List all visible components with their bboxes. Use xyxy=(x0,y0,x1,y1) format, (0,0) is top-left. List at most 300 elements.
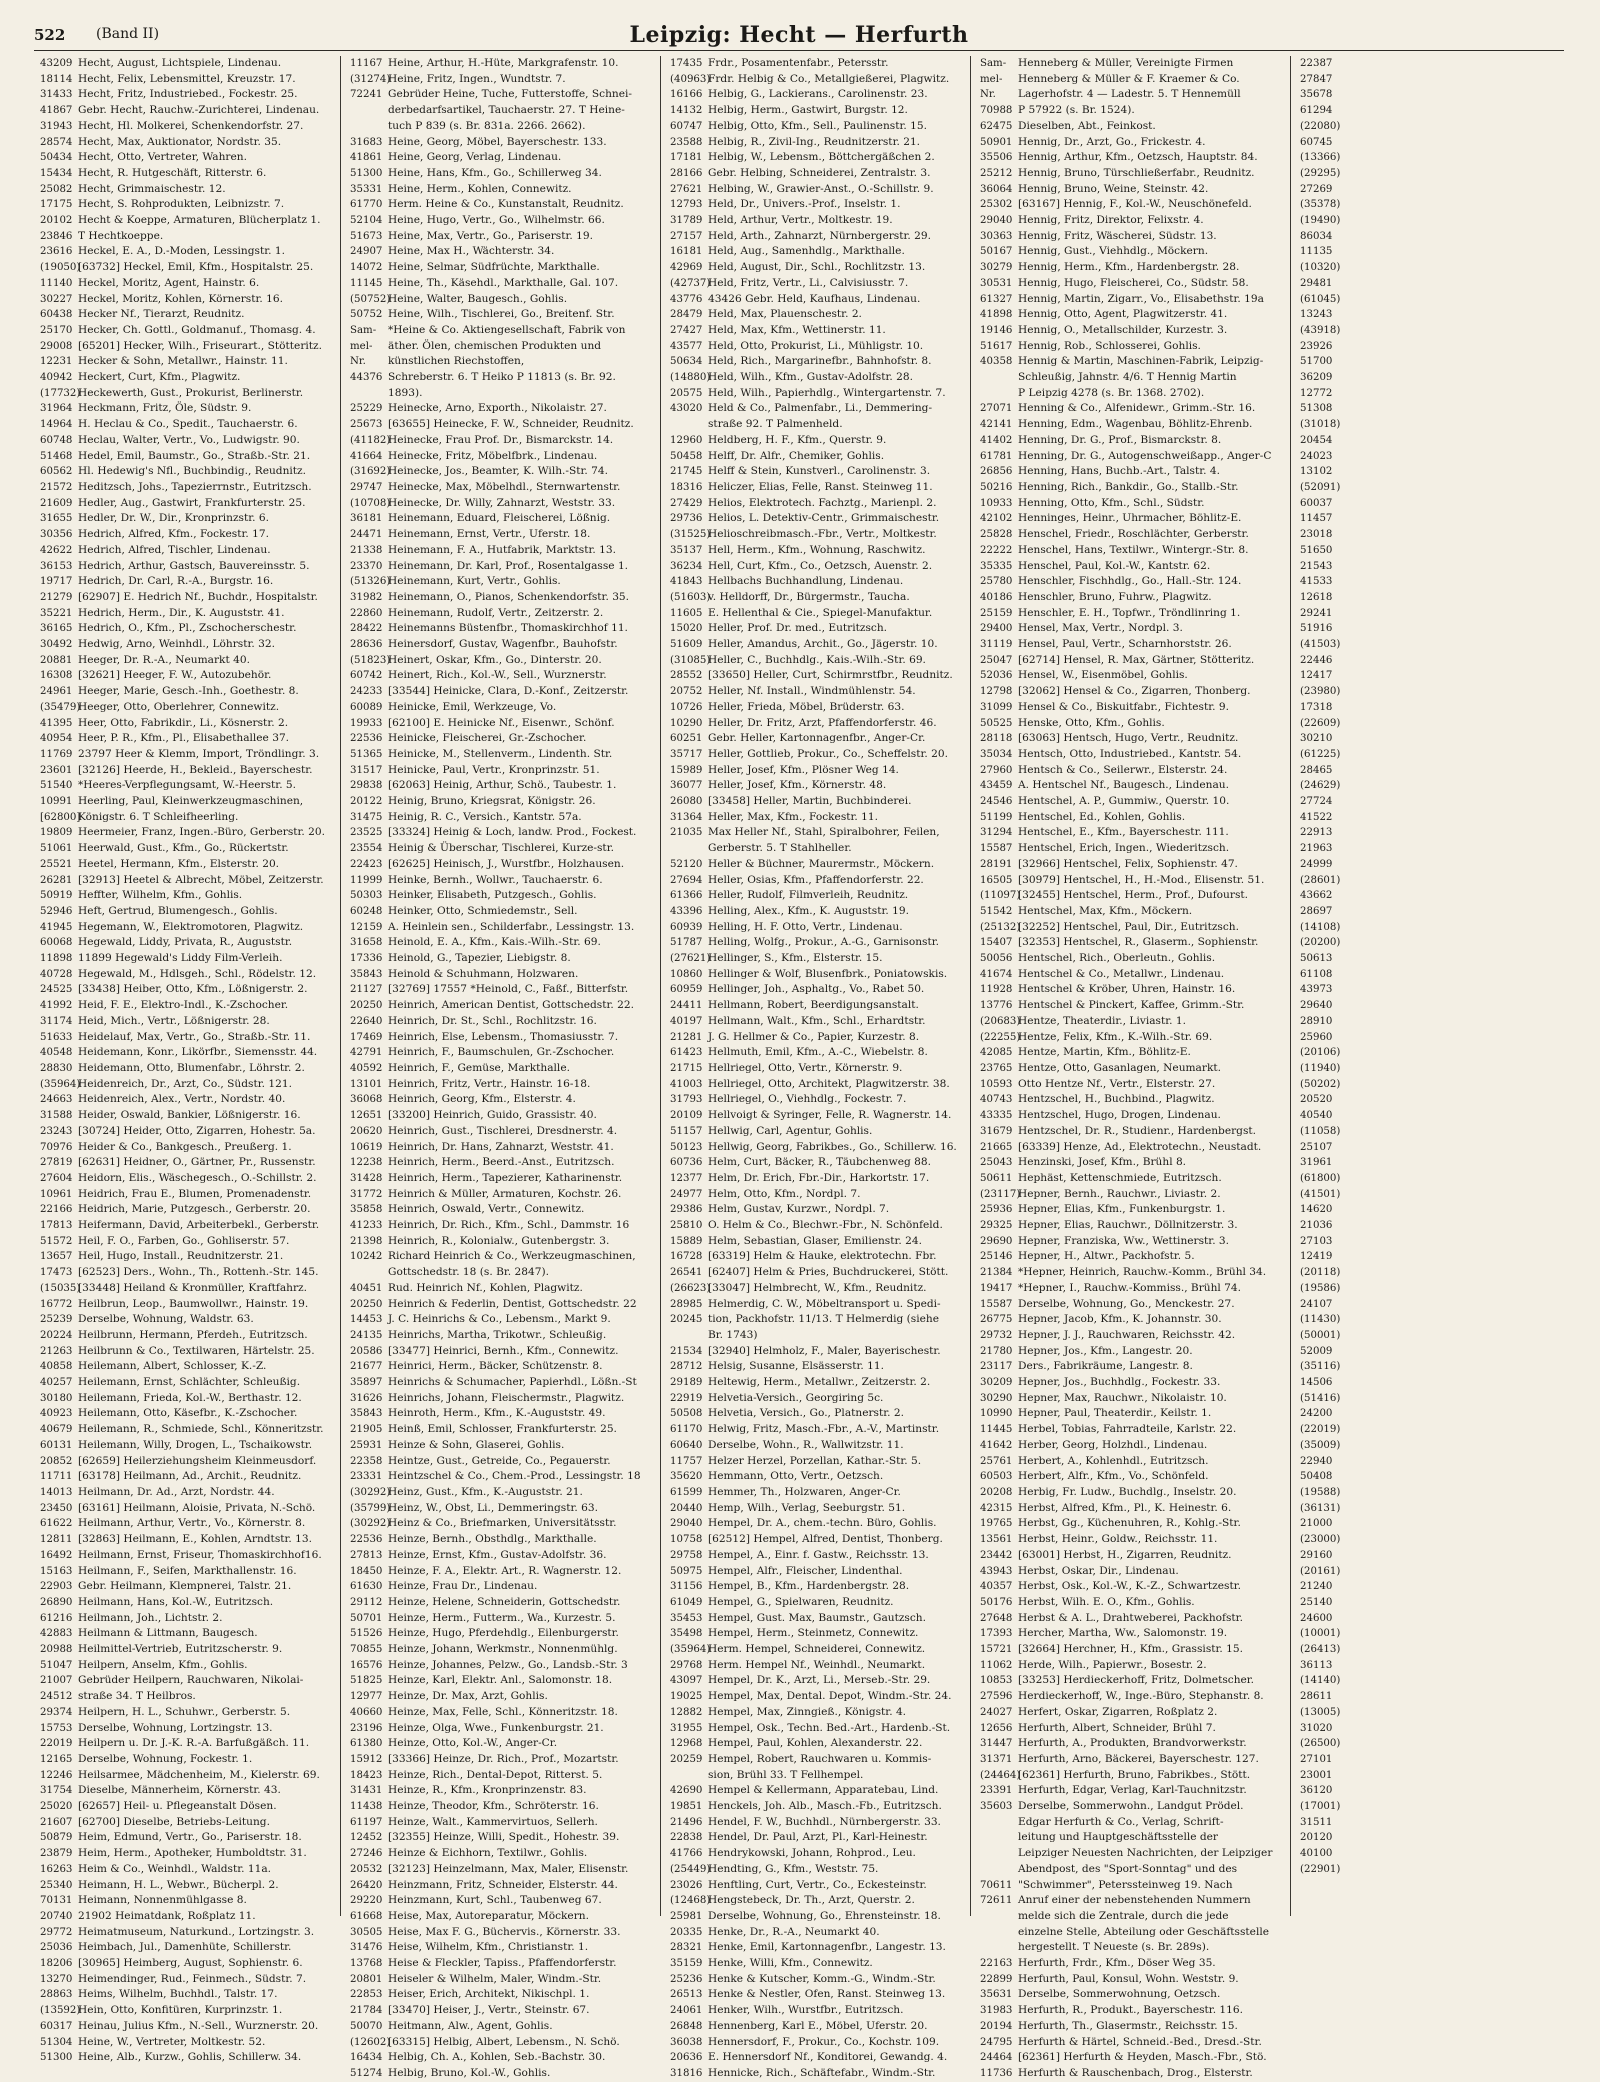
phone-number: 28479 xyxy=(670,309,703,321)
phone-number: 35498 xyxy=(670,1628,703,1640)
phone-number: 24464 xyxy=(980,2052,1013,2064)
directory-entry xyxy=(1300,339,1600,355)
phone-number: 20122 xyxy=(350,796,383,808)
entry-text: Abendpost, des "Sport-Sonntag" und des xyxy=(1018,1862,1238,1875)
directory-entry xyxy=(670,527,970,543)
directory-entry xyxy=(670,433,970,449)
phone-number: (31085) xyxy=(670,654,711,666)
directory-entry xyxy=(1300,135,1600,151)
directory-entry xyxy=(980,1846,1290,1862)
phone-number: 24546 xyxy=(980,796,1013,808)
phone-number: 12798 xyxy=(980,686,1013,698)
directory-entry xyxy=(980,1799,1290,1815)
directory-column-5 xyxy=(1300,56,1600,1916)
phone-number: 35335 xyxy=(980,560,1013,572)
directory-entry xyxy=(670,904,970,920)
phone-number: 31431 xyxy=(350,1785,383,1797)
directory-entry xyxy=(670,307,970,323)
directory-entry xyxy=(40,527,340,543)
phone-number: 27724 xyxy=(1300,796,1333,808)
directory-entry xyxy=(980,1705,1290,1721)
entry-text: Heine, W., Vertreter, Moltkestr. 52. xyxy=(78,2035,266,2048)
phone-number: 26513 xyxy=(670,1989,703,2001)
entry-text: Heilsarmee, Mädchenheim, M., Kielerstr. 69. xyxy=(78,1768,320,1781)
directory-entry xyxy=(1300,1328,1600,1344)
directory-entry xyxy=(1300,810,1600,826)
directory-entry xyxy=(1300,292,1600,308)
directory-entry xyxy=(670,1736,970,1752)
entry-text: Held, Fritz, Vertr., Li., Calvisiusstr. 7. xyxy=(708,276,909,289)
phone-number: 29374 xyxy=(40,1706,73,1718)
phone-number: 36120 xyxy=(1300,1785,1333,1797)
directory-entry xyxy=(1300,1454,1600,1470)
entry-text: Helbig, Bruno, Kol.-W., Gohlis. xyxy=(388,2067,551,2079)
directory-entry xyxy=(670,339,970,355)
directory-entry xyxy=(670,1501,970,1517)
phone-number: 20620 xyxy=(350,1125,383,1137)
phone-number: 13101 xyxy=(350,1078,383,1090)
entry-text: Heclau, Walter, Vertr., Vo., Ludwigstr. 90. xyxy=(78,433,300,446)
phone-number: 20881 xyxy=(40,654,73,666)
phone-number: 25140 xyxy=(1300,1596,1333,1608)
directory-entry xyxy=(40,1611,340,1627)
phone-number: (51823) xyxy=(350,654,391,666)
entry-text: Heilemann, Albert, Schlosser, K.-Z. xyxy=(78,1360,267,1373)
directory-entry xyxy=(670,998,970,1014)
phone-number: 35331 xyxy=(350,183,383,195)
directory-entry xyxy=(350,637,660,653)
entry-text: Hentsch, Otto, Industriebed., Kantstr. 54. xyxy=(1018,747,1242,760)
directory-entry xyxy=(350,2003,660,2019)
directory-entry xyxy=(1300,1375,1600,1391)
entry-text: Heetel, Hermann, Kfm., Elsterstr. 20. xyxy=(78,857,280,870)
directory-entry xyxy=(670,1061,970,1077)
directory-entry xyxy=(40,1249,340,1265)
phone-number: 25212 xyxy=(980,167,1013,179)
entry-text: Herbig, Fr. Ludw., Buchdlg., Inselstr. 20. xyxy=(1018,1485,1237,1498)
directory-entry xyxy=(980,1485,1290,1501)
phone-number: 50303 xyxy=(350,890,383,902)
directory-entry xyxy=(1300,1721,1600,1737)
directory-entry xyxy=(350,354,660,370)
phone-number: 29325 xyxy=(980,1220,1013,1232)
directory-entry xyxy=(40,119,340,135)
directory-entry xyxy=(980,873,1290,889)
entry-text: Heidenreich, Alex., Vertr., Nordstr. 40. xyxy=(78,1093,286,1106)
phone-number: (22609) xyxy=(1300,717,1341,729)
directory-entry xyxy=(1300,1391,1600,1407)
directory-entry xyxy=(350,810,660,826)
directory-entry xyxy=(980,1516,1290,1532)
phone-number: 20335 xyxy=(670,1926,703,1938)
entry-text: [63178] Heilmann, Ad., Archit., Reudnitz. xyxy=(78,1470,302,1483)
phone-number: 27103 xyxy=(1300,1235,1333,1247)
directory-entry xyxy=(980,1375,1290,1391)
phone-number: (17001) xyxy=(1300,1801,1341,1813)
directory-entry xyxy=(1300,1689,1600,1705)
entry-text: Heffter, Wilhelm, Kfm., Gohlis. xyxy=(78,889,243,902)
phone-number: 35717 xyxy=(670,748,703,760)
directory-entry xyxy=(1300,1611,1600,1627)
directory-entry xyxy=(980,1438,1290,1454)
entry-text: Heinke, Bernh., Wollwr., Tauchaerstr. 6. xyxy=(388,873,603,886)
entry-text: Heinrich, F., Gemüse, Markthalle. xyxy=(388,1062,570,1074)
phone-number: 61630 xyxy=(350,1581,383,1593)
directory-entry xyxy=(1300,857,1600,873)
directory-entry xyxy=(980,1297,1290,1313)
phone-number: 31174 xyxy=(40,1015,73,1027)
directory-entry xyxy=(350,1548,660,1564)
directory-entry xyxy=(1300,1705,1600,1721)
directory-entry xyxy=(670,1940,970,1956)
directory-entry xyxy=(350,559,660,575)
phone-number: 51572 xyxy=(40,1235,73,1247)
directory-entry xyxy=(980,1124,1290,1140)
directory-entry xyxy=(40,1893,340,1909)
entry-text: Hercher, Martha, Ww., Salomonstr. 19. xyxy=(1018,1627,1228,1640)
phone-number: 41945 xyxy=(40,921,73,933)
directory-entry xyxy=(670,2019,970,2035)
directory-entry xyxy=(1300,1092,1600,1108)
phone-number: 61423 xyxy=(670,1047,703,1059)
directory-entry xyxy=(350,1406,660,1422)
phone-number: (23117) xyxy=(980,1188,1021,1200)
phone-number: 16772 xyxy=(40,1298,73,1310)
entry-text: Heerling, Paul, Kleinwerkzeugmaschinen, xyxy=(78,795,304,808)
directory-entry xyxy=(40,920,340,936)
entry-text: Hentschel & Co., Metallwr., Lindenau. xyxy=(1018,967,1225,980)
phone-number: 60640 xyxy=(670,1439,703,1451)
directory-entry xyxy=(40,1642,340,1658)
phone-number: 24999 xyxy=(1300,858,1333,870)
phone-number: 20194 xyxy=(980,2020,1013,2032)
phone-number: 23926 xyxy=(1300,340,1333,352)
entry-text: Herfurth, A., Produkten, Brandvorwerkstr. xyxy=(1018,1737,1247,1750)
directory-entry xyxy=(350,778,660,794)
phone-number: 20208 xyxy=(980,1486,1013,1498)
directory-entry xyxy=(40,904,340,920)
directory-entry xyxy=(40,276,340,292)
directory-entry xyxy=(350,1972,660,1988)
entry-text: Heine, Hans, Kfm., Go., Schillerweg 34. xyxy=(388,166,602,179)
directory-entry xyxy=(1300,1422,1600,1438)
entry-text: [32062] Hensel & Co., Zigarren, Thonberg. xyxy=(1018,685,1251,698)
phone-number: 31964 xyxy=(40,403,73,415)
directory-entry xyxy=(670,1783,970,1799)
directory-entry xyxy=(40,56,340,72)
directory-entry xyxy=(670,637,970,653)
phone-number: 25931 xyxy=(350,1439,383,1451)
directory-entry xyxy=(1300,637,1600,653)
entry-text: [33047] Helmbrecht, W., Kfm., Reudnitz. xyxy=(708,1281,927,1294)
phone-number: 25521 xyxy=(40,858,73,870)
directory-entry xyxy=(670,1469,970,1485)
phone-number: 30290 xyxy=(980,1392,1013,1404)
directory-entry xyxy=(1300,370,1600,386)
phone-number: (50752) xyxy=(350,293,391,305)
phone-number: 22853 xyxy=(350,1989,383,2001)
entry-text: [32353] Hentschel, R., Glaserm., Sophienstr. xyxy=(1018,936,1259,949)
phone-number: 60747 xyxy=(670,120,703,132)
entry-text: Heise & Fleckler, Tapiss., Pfaffendorferstr. xyxy=(388,1957,617,1970)
directory-entry xyxy=(1300,1265,1600,1281)
phone-number: (22019) xyxy=(1300,1424,1341,1436)
phone-number: (19588) xyxy=(1300,1486,1341,1498)
directory-entry xyxy=(1300,480,1600,496)
entry-text: [63001] Herbst, H., Zigarren, Reudnitz. xyxy=(1018,1548,1232,1561)
entry-text: P 57922 (s. Br. 1524). xyxy=(1018,104,1135,117)
directory-entry xyxy=(980,606,1290,622)
directory-entry xyxy=(670,1124,970,1140)
directory-entry xyxy=(350,1422,660,1438)
directory-entry xyxy=(1300,56,1600,72)
phone-number: 16166 xyxy=(670,89,703,101)
phone-number: 15020 xyxy=(670,623,703,635)
directory-entry xyxy=(670,2066,970,2082)
directory-entry xyxy=(980,449,1290,465)
directory-entry xyxy=(350,1752,660,1768)
directory-entry xyxy=(670,496,970,512)
phone-number: 31511 xyxy=(1300,1816,1333,1828)
phone-number: 12452 xyxy=(350,1832,383,1844)
directory-entry xyxy=(980,857,1290,873)
entry-text: Hedrich, Herm., Dir., K. Auguststr. 41. xyxy=(78,606,285,619)
directory-entry xyxy=(980,213,1290,229)
directory-entry xyxy=(980,323,1290,339)
directory-entry xyxy=(980,1218,1290,1234)
directory-entry xyxy=(980,1501,1290,1517)
entry-text: Herfurth, Paul, Konsul, Wohn. Weststr. 9. xyxy=(1018,1972,1239,1985)
entry-text: *Heine & Co. Aktiengesellschaft, Fabrik von xyxy=(388,323,626,336)
directory-entry xyxy=(980,135,1290,151)
phone-number: 11135 xyxy=(1300,246,1333,258)
phone-number: 50879 xyxy=(40,1832,73,1844)
directory-entry xyxy=(1300,1077,1600,1093)
directory-entry xyxy=(350,1328,660,1344)
directory-entry xyxy=(40,1171,340,1187)
directory-entry xyxy=(980,1658,1290,1674)
entry-text: v. Helldorff, Dr., Bürgermstr., Taucha. xyxy=(708,590,910,603)
entry-text: Dieselben, Abt., Feinkost. xyxy=(1018,119,1156,132)
entry-text: einzelne Stelle, Abteilung oder Geschäftsstelle xyxy=(1018,1925,1269,1938)
phone-number: 40942 xyxy=(40,372,73,384)
entry-text: Gebr. Heller, Kartonnagenfbr., Anger-Cr. xyxy=(708,732,926,745)
directory-entry xyxy=(1300,417,1600,433)
entry-text: [33366] Heinze, Dr. Rich., Prof., Mozartstr. xyxy=(388,1752,619,1765)
directory-entry xyxy=(1300,87,1600,103)
directory-entry xyxy=(980,951,1290,967)
phone-number: 21007 xyxy=(40,1675,73,1687)
directory-entry xyxy=(1300,653,1600,669)
phone-number: 22423 xyxy=(350,858,383,870)
entry-text: Gebr. Helbing, Schneiderei, Zentralstr. 3. xyxy=(708,166,931,179)
entry-text: Helioschreibmasch.-Fbr., Vertr., Moltkestr. xyxy=(708,528,937,541)
phone-number: 29189 xyxy=(670,1377,703,1389)
directory-entry xyxy=(350,574,660,590)
directory-entry xyxy=(40,810,340,826)
directory-entry xyxy=(1300,590,1600,606)
phone-number: 10726 xyxy=(670,701,703,713)
entry-text: Heckewerth, Gust., Prokurist, Berlinerstr. xyxy=(78,386,304,399)
directory-entry xyxy=(1300,276,1600,292)
directory-entry xyxy=(40,1469,340,1485)
phone-number: 29112 xyxy=(350,1596,383,1608)
phone-number: (20118) xyxy=(1300,1267,1341,1279)
directory-entry xyxy=(670,1281,970,1297)
phone-number: 24200 xyxy=(1300,1408,1333,1420)
phone-number: 60438 xyxy=(40,309,73,321)
directory-entry xyxy=(40,323,340,339)
directory-entry xyxy=(980,1909,1290,1925)
directory-entry xyxy=(40,574,340,590)
entry-text: Heinert, Oskar, Kfm., Go., Dinterstr. 20. xyxy=(388,653,602,666)
directory-entry xyxy=(1300,1297,1600,1313)
directory-entry xyxy=(350,1140,660,1156)
entry-text: Gebrüder Heine, Tuche, Futterstoffe, Schnei- xyxy=(388,88,632,101)
phone-number: 70976 xyxy=(40,1141,73,1153)
entry-text: Herbert, A., Kohlenhdl., Eutritzsch. xyxy=(1018,1454,1209,1467)
directory-entry xyxy=(350,1454,660,1470)
phone-number: 40186 xyxy=(980,591,1013,603)
phone-number: 60939 xyxy=(670,921,703,933)
directory-entry xyxy=(1300,464,1600,480)
entry-text: [32123] Heinzelmann, Max, Maler, Elisenstr. xyxy=(388,1862,629,1875)
entry-text: H. Heclau & Co., Spedit., Tauchaerstr. 6. xyxy=(78,418,298,431)
phone-number: 31433 xyxy=(40,89,73,101)
entry-text: Heckel, Moritz, Agent, Hainstr. 6. xyxy=(78,276,260,289)
directory-entry xyxy=(670,1689,970,1705)
phone-number: 22019 xyxy=(40,1738,73,1750)
phone-number: 30279 xyxy=(980,262,1013,274)
entry-text: Heerwald, Gust., Kfm., Go., Rückertstr. xyxy=(78,842,289,855)
directory-entry xyxy=(350,1485,660,1501)
phone-number: 50434 xyxy=(40,152,73,164)
phone-number: 18316 xyxy=(670,481,703,493)
entry-text: Helm, Gustav, Kurzwr., Nordpl. 7. xyxy=(708,1203,890,1216)
directory-entry xyxy=(670,857,970,873)
phone-number: 36209 xyxy=(1300,372,1333,384)
phone-number: 11605 xyxy=(670,607,703,619)
directory-entry xyxy=(670,1862,970,1878)
entry-text: Heinig & Überschar, Tischlerei, Kurze-str. xyxy=(388,842,614,855)
phone-number: 14506 xyxy=(1300,1377,1333,1389)
entry-text: A. Heinlein sen., Schilderfabr., Lessingstr. 13. xyxy=(388,920,635,933)
entry-text: Heinold, G., Tapezier, Liebigstr. 8. xyxy=(388,952,571,965)
phone-number: 60037 xyxy=(1300,497,1333,509)
phone-number: 43943 xyxy=(980,1565,1013,1577)
phone-number: 22222 xyxy=(980,544,1013,556)
entry-text: [62714] Hensel, R. Max, Gärtner, Stötteritz. xyxy=(1018,653,1255,666)
phone-number: 14013 xyxy=(40,1486,73,1498)
entry-text: Heer, Otto, Fabrikdir., Li., Kösnerstr. 2. xyxy=(78,716,289,729)
directory-entry xyxy=(1300,72,1600,88)
phone-number: 11062 xyxy=(980,1659,1013,1671)
directory-entry xyxy=(670,213,970,229)
entry-text: Derselbe, Sommerwohn., Landgut Prödel. xyxy=(1018,1800,1244,1813)
directory-entry xyxy=(670,841,970,857)
directory-entry xyxy=(40,794,340,810)
page-header xyxy=(34,22,1564,50)
entry-text: Heid, Mich., Vertr., Lößnigerstr. 28. xyxy=(78,1014,270,1027)
entry-text: Helzer Herzel, Porzellan, Kathar.-Str. 5. xyxy=(708,1454,922,1467)
entry-text: Heinrich, Herm., Beerd.-Anst., Eutritzsch. xyxy=(388,1156,615,1169)
entry-text: Herfert, Oskar, Zigarren, Roßplatz 2. xyxy=(1018,1705,1218,1718)
directory-entry xyxy=(350,967,660,983)
directory-entry xyxy=(1300,1579,1600,1595)
entry-text: Hedrich, Arthur, Gastsch, Bauvereinsstr. 5. xyxy=(78,559,310,572)
directory-entry xyxy=(670,87,970,103)
entry-text: Heinau, Julius Kfm., N.-Sell., Wurznerstr. 20. xyxy=(78,2019,319,2032)
directory-entry xyxy=(40,1108,340,1124)
entry-text: Helbig, R., Zivil-Ing., Reudnitzerstr. 21. xyxy=(708,135,921,148)
phone-number: 29241 xyxy=(1300,607,1333,619)
directory-entry xyxy=(1300,1108,1600,1124)
directory-entry xyxy=(980,668,1290,684)
phone-number: 70988 xyxy=(980,105,1013,117)
directory-entry xyxy=(1300,668,1600,684)
entry-text: Heinze, Bernh., Obsthdlg., Markthalle. xyxy=(388,1533,597,1546)
entry-text: *Heeres-Verpflegungsamt, W.-Heerstr. 5. xyxy=(78,779,297,792)
directory-entry xyxy=(670,229,970,245)
entry-text: Hempel, B., Kfm., Hardenbergstr. 28. xyxy=(708,1580,910,1593)
phone-number: 12417 xyxy=(1300,670,1333,682)
entry-text: Hentschel & Pinckert, Kaffee, Grimm.-Str. xyxy=(1018,999,1245,1012)
directory-entry xyxy=(670,1218,970,1234)
directory-entry xyxy=(350,1595,660,1611)
phone-number: 29640 xyxy=(1300,1000,1333,1012)
entry-text: Heinicke, Paul, Vertr., Kronprinzstr. 51. xyxy=(388,763,600,776)
entry-text: P Leipzig 4278 (s. Br. 1368. 2702). xyxy=(1018,386,1205,399)
entry-text: Heinze, F. A., Elektr. Art., R. Wagnerstr. 12. xyxy=(388,1564,622,1577)
entry-text: Heinersdorf, Gustav, Wagenfbr., Bauhofstr. xyxy=(388,638,618,651)
phone-number: 15587 xyxy=(980,1298,1013,1310)
entry-text: Heise, Max, Autoreparatur, Möckern. xyxy=(388,1909,589,1922)
directory-entry xyxy=(40,480,340,496)
phone-number: 22166 xyxy=(40,1204,73,1216)
entry-text: [62361] Herfurth & Heyden, Masch.-Fbr., Stö. xyxy=(1018,2051,1267,2064)
phone-number: (51326) xyxy=(350,576,391,588)
directory-entry xyxy=(980,998,1290,1014)
phone-number: 21384 xyxy=(980,1267,1013,1279)
directory-entry xyxy=(1300,449,1600,465)
directory-entry xyxy=(350,1265,660,1281)
directory-entry xyxy=(670,417,970,433)
directory-entry xyxy=(670,1155,970,1171)
phone-number: 50123 xyxy=(670,1141,703,1153)
entry-text: Heimatmuseum, Naturkund., Lortzingstr. 3. xyxy=(78,1925,315,1938)
entry-text: Heinze, Herm., Futterm., Wa., Kurzestr. 5. xyxy=(388,1611,616,1624)
phone-number: 40540 xyxy=(1300,1110,1333,1122)
directory-entry xyxy=(980,1579,1290,1595)
entry-text: Heinrich, Herm., Tapezierer, Katharinenstr. xyxy=(388,1171,623,1184)
phone-number: (35378) xyxy=(1300,199,1341,211)
entry-text: Heller, C., Buchhdlg., Kais.-Wilh.-Str. 69. xyxy=(708,653,926,666)
entry-text: Hennig, Martin, Zigarr., Vo., Elisabethstr. 19a xyxy=(1018,292,1264,305)
phone-number: 40357 xyxy=(980,1581,1013,1593)
directory-entry xyxy=(40,1140,340,1156)
entry-text: [63319] Helm & Hauke, elektrotechn. Fbr. xyxy=(708,1250,937,1263)
entry-text: Heine, Wilh., Tischlerei, Go., Breitenf. Str. xyxy=(388,308,615,321)
directory-entry xyxy=(670,1972,970,1988)
directory-entry xyxy=(670,401,970,417)
entry-text: Ders., Fabrikräume, Langestr. 8. xyxy=(1018,1360,1193,1373)
entry-text: Henckels, Joh. Alb., Masch.-Fb., Eutritzsch. xyxy=(708,1800,942,1813)
directory-entry xyxy=(1300,103,1600,119)
directory-entry xyxy=(670,1815,970,1831)
entry-text: Held & Co., Palmenfabr., Li., Demmering- xyxy=(708,402,933,415)
phone-number: 61216 xyxy=(40,1612,73,1624)
phone-number: 20454 xyxy=(1300,434,1333,446)
